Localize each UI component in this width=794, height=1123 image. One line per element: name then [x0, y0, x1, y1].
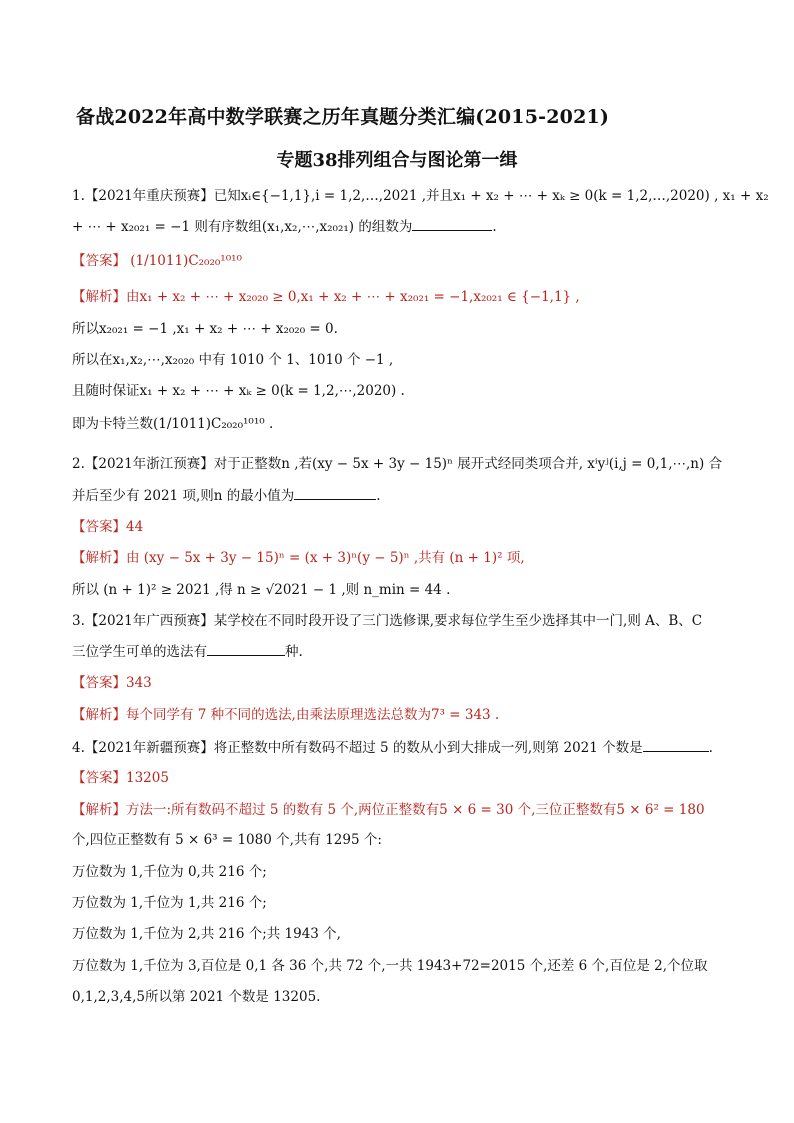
q2-answer: 【答案】44	[72, 519, 144, 535]
q3-answer-blank	[207, 641, 285, 656]
q2-line-2-end: .	[376, 488, 381, 504]
q2-line-2	[72, 485, 381, 506]
q1-solution-5: 即为卡特兰数(1/1011)C₂₀₂₀¹⁰¹⁰ .	[72, 416, 274, 432]
q4-answer: 【答案】13205	[72, 770, 169, 786]
q1-solution-4: 且随时保证x₁ + x₂ + ⋯ + xₖ ≥ 0(k = 1,2,⋯,2020) .	[72, 383, 405, 399]
q4-answer-blank	[643, 737, 709, 752]
document-title: 备战2022年高中数学联赛之历年真题分类汇编(2015-2021)	[76, 106, 610, 128]
q4-solution-1: 【解析】方法一:所有数码不超过 5 的数有 5 个,两位正整数有5 × 6 = 30 个,三位正整数有5 × 6² = 180	[72, 802, 705, 818]
q1-solution-2: 所以x₂₀₂₁ = −1 ,x₁ + x₂ + ⋯ + x₂₀₂₀ = 0.	[72, 321, 338, 337]
q1-solution-3: 所以在x₁,x₂,⋯,x₂₀₂₀ 中有 1010 个 1、1010 个 −1 ,	[72, 352, 394, 368]
q4-solution-7: 0,1,2,3,4,5所以第 2021 个数是 13205.	[72, 989, 321, 1005]
document-subtitle: 专题38排列组合与图论第一缉	[276, 150, 518, 171]
q4-line-1-end: .	[708, 740, 713, 756]
q4-solution-2: 个,四位正整数有 5 × 6³ = 1080 个,共有 1295 个:	[72, 832, 382, 848]
q1-line-1: 1.【2021年重庆预赛】已知xᵢ∈{−1,1},i = 1,2,…,2021 ,并且x₁ + x₂ + ⋯ + xₖ ≥ 0(k = 1,2,…,2020) , x₁ + x₂	[72, 188, 769, 204]
q1-line-2	[72, 216, 497, 237]
q2-line-2-text: 并后至少有 2021 项,则n 的最小值为	[72, 488, 295, 504]
q1-answer-blank	[412, 216, 492, 231]
q4-solution-4: 万位数为 1,千位为 1,共 216 个;	[72, 895, 267, 911]
q1-line-2-end: .	[492, 219, 497, 235]
q2-solution-2: 所以 (n + 1)² ≥ 2021 ,得 n ≥ √2021 − 1 ,则 n_min = 44 .	[72, 582, 451, 598]
q1-line-2-text: + ⋯ + x₂₀₂₁ = −1 则有序数组(x₁,x₂,⋯,x₂₀₂₁) 的组数为	[72, 219, 413, 235]
q3-line-2	[72, 641, 303, 662]
q4-line-1-text: 4.【2021年新疆预赛】将正整数中所有数码不超过 5 的数从小到大排成一列,则第 2021 个数是	[72, 740, 643, 756]
q3-line-2-text: 三位学生可单的选法有	[72, 644, 207, 660]
q4-solution-3: 万位数为 1,千位为 0,共 216 个;	[72, 864, 267, 880]
q2-line-1: 2.【2021年浙江预赛】对于正整数n ,若(xy − 5x + 3y − 15)ⁿ 展开式经同类项合并, xⁱyʲ(i,j = 0,1,⋯,n) 合	[72, 456, 723, 472]
q3-line-1: 3.【2021年广西预赛】某学校在不同时段开设了三门选修课,要求每位学生至少选择其中一门,则 A、B、C	[72, 613, 703, 629]
q2-solution-1: 【解析】由 (xy − 5x + 3y − 15)ⁿ = (x + 3)ⁿ(y − 5)ⁿ ,共有 (n + 1)² 项,	[72, 550, 525, 566]
q4-solution-6: 万位数为 1,千位为 3,百位是 0,1 各 36 个,共 72 个,一共 1943+72=2015 个,还差 6 个,百位是 2,个位取	[72, 958, 708, 974]
q4-line-1	[72, 737, 713, 758]
q3-solution-1: 【解析】每个同学有 7 种不同的选法,由乘法原理选法总数为7³ = 343 .	[72, 707, 500, 723]
q1-solution-1: 【解析】由x₁ + x₂ + ⋯ + x₂₀₂₀ ≥ 0,x₁ + x₂ + ⋯ + x₂₀₂₁ = −1,x₂₀₂₁ ∈ {−1,1} ,	[72, 289, 580, 305]
q3-answer: 【答案】343	[72, 675, 152, 691]
q3-line-2-end: 种.	[285, 644, 303, 660]
q1-answer: 【答案】 (1/1011)C₂₀₂₀¹⁰¹⁰	[72, 253, 242, 269]
q4-solution-5: 万位数为 1,千位为 2,共 216 个;共 1943 个,	[72, 926, 341, 942]
q2-answer-blank	[294, 485, 376, 500]
